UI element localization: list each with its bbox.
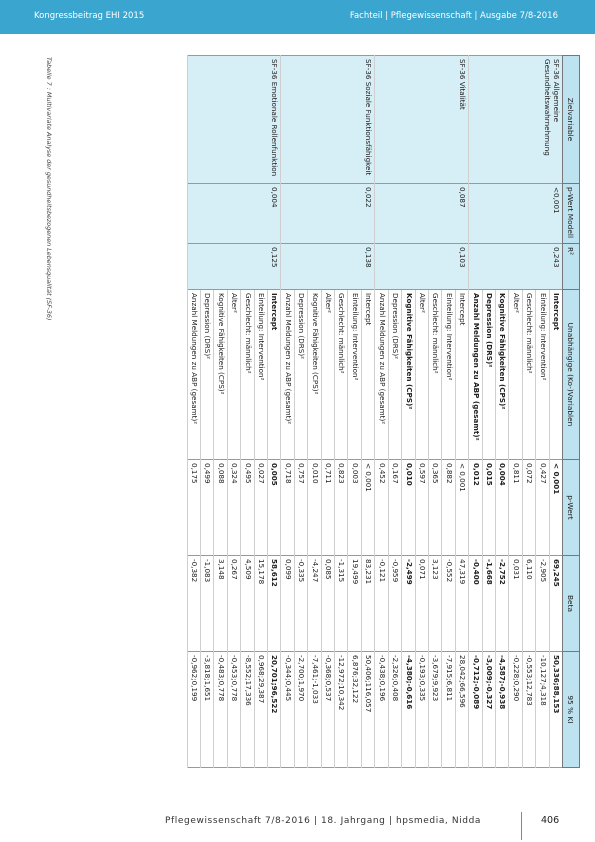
pwert-cell: 0,015	[482, 460, 495, 556]
variable-cell: Depression (DRS)²	[482, 290, 495, 460]
variable-cell: Alter²	[321, 290, 334, 460]
beta-cell: -2,499	[402, 556, 415, 652]
variable-cell: Kognitive Fähigkeiten (CPS)²	[214, 290, 227, 460]
variable-cell: Geschlecht: männlich²	[522, 290, 535, 460]
beta-cell: 15,178	[254, 556, 267, 652]
ki-cell: -12,972;10,342	[335, 652, 348, 768]
table-row	[268, 56, 281, 768]
footer-text: Pflegewissenschaft 7/8-2016 | 18. Jahrgang | hpsmedia, Nidda	[165, 816, 482, 826]
beta-cell: 58,612	[268, 556, 281, 652]
pwert-cell: < 0,001	[455, 460, 468, 556]
pwert-cell: 0,882	[442, 460, 455, 556]
beta-cell: -2,905	[536, 556, 549, 652]
variable-cell: Intercept	[549, 290, 562, 460]
pwert-cell: 0,003	[348, 460, 361, 556]
variable-cell: Anzahl Meldungen zu ABP (gesamt)²	[469, 290, 482, 460]
footer-divider	[521, 812, 522, 840]
col-header-pwert: p-Wert	[563, 460, 580, 556]
ki-cell: 28,042;66,596	[455, 652, 468, 768]
beta-cell: 19,499	[348, 556, 361, 652]
ki-cell: 20,701;96,522	[268, 652, 281, 768]
beta-cell: 47,319	[455, 556, 468, 652]
variable-cell: Geschlecht: männlich²	[428, 290, 441, 460]
variable-cell: Depression (DRS)²	[294, 290, 307, 460]
table-row	[549, 56, 562, 768]
pwert-cell: 0,597	[415, 460, 428, 556]
ki-cell: -10,127;4,318	[536, 652, 549, 768]
pwert-modell-cell: 0,022	[281, 184, 375, 244]
pwert-modell-cell: <0,001	[469, 184, 563, 244]
pwert-cell: 0,495	[241, 460, 254, 556]
ki-cell: -7,915;6,811	[442, 652, 455, 768]
beta-cell: -0,382	[187, 556, 200, 652]
beta-cell: -2,752	[495, 556, 508, 652]
table-header-row	[563, 56, 580, 768]
beta-cell: -1,083	[201, 556, 214, 652]
ki-cell: -3,009;-0,327	[482, 652, 495, 768]
beta-cell: 6,110	[522, 556, 535, 652]
pwert-cell: 0,718	[281, 460, 294, 556]
variable-cell: Intercept	[361, 290, 374, 460]
pwert-cell: 0,167	[388, 460, 401, 556]
pwert-cell: 0,711	[321, 460, 334, 556]
pwert-cell: 0,324	[227, 460, 240, 556]
pwert-cell: 0,010	[308, 460, 321, 556]
r2-cell: 0,243	[469, 244, 563, 290]
beta-cell: 0,267	[227, 556, 240, 652]
pwert-modell-cell: 0,087	[375, 184, 469, 244]
beta-cell: 0,099	[281, 556, 294, 652]
variable-cell: Alter²	[509, 290, 522, 460]
variable-cell: Depression (DRS)²	[388, 290, 401, 460]
ki-cell: 6,876;32,122	[348, 652, 361, 768]
ki-cell: -3,818;1,651	[201, 652, 214, 768]
r2-cell: 0,125	[187, 244, 281, 290]
pwert-cell: 0,088	[214, 460, 227, 556]
zielvariable-cell: SF-36 Allgemeine Gesundheitswahrnehmung	[469, 56, 563, 184]
ki-cell: 0,968;29,387	[254, 652, 267, 768]
ki-cell: -0,438;0,196	[375, 652, 388, 768]
header-left: Kongressbeitrag EHI 2015	[34, 11, 145, 21]
rotated-table-container	[45, 55, 580, 767]
beta-cell: 69,245	[549, 556, 562, 652]
beta-cell: -0,121	[375, 556, 388, 652]
col-header-ki: 95 % KI	[563, 652, 580, 768]
beta-cell: -4,247	[308, 556, 321, 652]
variable-cell: Anzahl Meldungen zu ABP (gesamt)²	[187, 290, 200, 460]
page-footer	[0, 812, 595, 832]
variable-cell: Einteilung: Intervention²	[254, 290, 267, 460]
table-row	[361, 56, 374, 768]
ki-cell: -0,553;12,783	[522, 652, 535, 768]
beta-cell: 4,509	[241, 556, 254, 652]
col-header-zielvariable: Zielvariable	[563, 56, 580, 184]
pwert-cell: 0,811	[509, 460, 522, 556]
ki-cell: 50,336;88,153	[549, 652, 562, 768]
table-body	[187, 56, 562, 768]
beta-cell: 3,123	[428, 556, 441, 652]
beta-cell: 0,085	[321, 556, 334, 652]
pwert-cell: 0,012	[469, 460, 482, 556]
beta-cell: 83,231	[361, 556, 374, 652]
variable-cell: Einteilung: Intervention²	[348, 290, 361, 460]
pwert-cell: 0,823	[335, 460, 348, 556]
col-header-beta: Beta	[563, 556, 580, 652]
variable-cell: Kognitive Fähigkeiten (CPS)²	[308, 290, 321, 460]
pwert-cell: 0,427	[536, 460, 549, 556]
pwert-cell: 0,175	[187, 460, 200, 556]
beta-cell: -0,335	[294, 556, 307, 652]
ki-cell: -0,712;-0,089	[469, 652, 482, 768]
regression-table	[187, 55, 580, 768]
beta-cell: 0,071	[415, 556, 428, 652]
variable-cell: Kognitive Fähigkeiten (CPS)²	[495, 290, 508, 460]
ki-cell: -2,700;1,970	[294, 652, 307, 768]
pwert-cell: 0,072	[522, 460, 535, 556]
table-row	[455, 56, 468, 768]
pwert-cell: < 0,001	[361, 460, 374, 556]
variable-cell: Anzahl Meldungen zu ABP (gesamt)²	[375, 290, 388, 460]
beta-cell: 0,031	[509, 556, 522, 652]
ki-cell: -7,461;-1,033	[308, 652, 321, 768]
pwert-cell: 0,027	[254, 460, 267, 556]
ki-cell: -4,380;-0,616	[402, 652, 415, 768]
zielvariable-cell: SF-36 Soziale Funktionsfähigkeit	[281, 56, 375, 184]
variable-cell: Geschlecht: männlich²	[241, 290, 254, 460]
header-bar	[0, 0, 595, 34]
table-caption: Tabelle 7 : Multivariate Analyse der gesundheitsbezogenen Lebensqualität (SF-36)	[45, 57, 53, 321]
beta-cell: -0,959	[388, 556, 401, 652]
pwert-cell: < 0,001	[549, 460, 562, 556]
ki-cell: -8,552;17,336	[241, 652, 254, 768]
page-number: 406	[541, 815, 560, 826]
variable-cell: Depression (DRS)²	[201, 290, 214, 460]
beta-cell: -0,400	[469, 556, 482, 652]
zielvariable-cell: SF-36 Emotionale Rollenfunktion	[187, 56, 281, 184]
variable-cell: Einteilung: Intervention²	[536, 290, 549, 460]
beta-cell: -1,668	[482, 556, 495, 652]
col-header-pmodell: p-Wert Modell	[563, 184, 580, 244]
header-right: Fachteil | Pflegewissenschaft | Ausgabe 7/8-2016	[349, 11, 558, 21]
pwert-cell: 0,452	[375, 460, 388, 556]
beta-cell: 3,148	[214, 556, 227, 652]
pwert-cell: 0,365	[428, 460, 441, 556]
pwert-cell: 0,010	[402, 460, 415, 556]
variable-cell: Intercept	[268, 290, 281, 460]
variable-cell: Einteilung: Intervention²	[442, 290, 455, 460]
ki-cell: -0,193;0,335	[415, 652, 428, 768]
ki-cell: -0,453;0,778	[227, 652, 240, 768]
variable-cell: Alter²	[227, 290, 240, 460]
ki-cell: 50,406;116,057	[361, 652, 374, 768]
pwert-cell: 0,004	[495, 460, 508, 556]
pwert-cell: 0,757	[294, 460, 307, 556]
variable-cell: Geschlecht: männlich²	[335, 290, 348, 460]
col-header-r2: R²	[563, 244, 580, 290]
ki-cell: -3,679;9,923	[428, 652, 441, 768]
ki-cell: -0,368;0,537	[321, 652, 334, 768]
table-area	[45, 55, 580, 767]
ki-cell: -0,483;0,778	[214, 652, 227, 768]
pwert-cell: 0,499	[201, 460, 214, 556]
ki-cell: -2,326;0,408	[388, 652, 401, 768]
ki-cell: -4,587;-0,938	[495, 652, 508, 768]
col-header-variablen: Unabhängige (Ko-)Variablen	[563, 290, 580, 460]
beta-cell: -0,552	[442, 556, 455, 652]
ki-cell: -0,962;0,199	[187, 652, 200, 768]
variable-cell: Kognitive Fähigkeiten (CPS)²	[402, 290, 415, 460]
beta-cell: -1,315	[335, 556, 348, 652]
ki-cell: -0,228;0,290	[509, 652, 522, 768]
r2-cell: 0,138	[281, 244, 375, 290]
pwert-modell-cell: 0,004	[187, 184, 281, 244]
variable-cell: Intercept	[455, 290, 468, 460]
variable-cell: Anzahl Meldungen zu ABP (gesamt)²	[281, 290, 294, 460]
zielvariable-cell: SF-36 Vitalität	[375, 56, 469, 184]
ki-cell: -0,344;0,445	[281, 652, 294, 768]
variable-cell: Alter²	[415, 290, 428, 460]
pwert-cell: 0,005	[268, 460, 281, 556]
r2-cell: 0,103	[375, 244, 469, 290]
